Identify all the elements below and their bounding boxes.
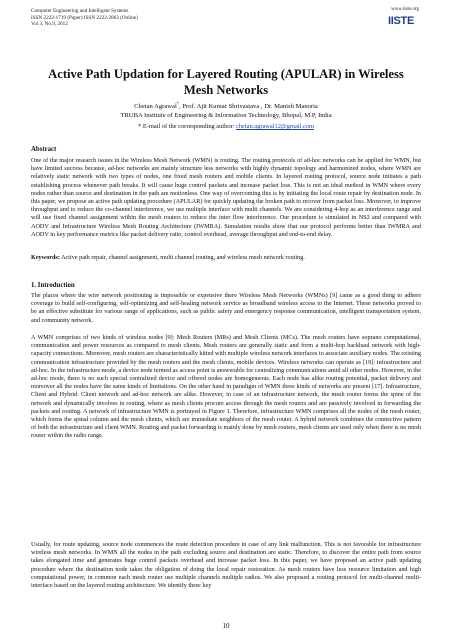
abstract-text: One of the major research issues in the Wireless Mesh Network (WMN) is routing. The routing protocols of ad-hoc networks can be applied for WMN, but have limited success because, ad-hoc networks are mainly structure less networks with highly dynamic topology and harmonized nodes, where WMN are relatively static network with two types of nodes, one fixed mesh routers and mobile clients. In layered routing protocol, source node initiates a path establishing process whenever path breaks. It will cause huge control packets and increase packet loss. This is not an ideal method in WMN where every nodes rather than source and destination in the path are motionless. One way of overcoming this is by initiating the local route repair by destination node. In this paper, we propose an active path updating procedure (APULAR) for quickly updating the broken path to recover from packet loss. Moreover, to improve throughput and to reduce the co-channel interference, we use multiple interface with multi channels. We are considering 4-hop as an interference range and will use fixed channel assignment within the mesh routers to reduce the inter flow interference. Our procedure is simulated in NS2 and compared with AODV and Infrastructure Wireless Mesh Routing Architecture (IWMRA). Simulation results show that our protocol performs better than IWMRA and AODV in key performance metrics like packet delivery ratio, control overhead, average throughput and end-to-end delay. (31, 157, 421, 238)
intro-paragraph-1: The places where the wire network positioning is impossible or expensive there Wireless Mesh Networks (WMNs) [9] came as a good thing to adhere coverage to build self-configuring, self-optimizing and self-healing network service as broadband wireless access to the Internet. These networks proved to be an effective substitute for various range of applications, such as public safety and emergency response communication, intelligent transportation system, and community network. (31, 292, 421, 324)
iiste-logo (388, 14, 416, 28)
journal-name: Computer Engineering and Intelligent Systems (31, 8, 129, 14)
intro-paragraph-2: A WMN comprises of two kinds of wireless nodes [9]: Mesh Routers (MRs) and Mesh Clients (MCs). The mesh routers have soprano computational, communication and power resources as compared to mesh clients. Mesh routers are generally static and form a multi-hop backhaul network with high-capacity connections. Moreover, mesh routers are characteristically kitted with multiple wireless network interfaces to associate auxiliary nodes. The existing communication infrastructure provided by the mesh routers and the mesh clients, mobile devices. Wireless networks can operate as [19]: infrastructure and ad-hoc. In the infrastructure mode, a device node termed as access point is answerable for centralizing communications amid all other nodes. However, in the ad-hoc mode, there is no such special centralized device and offered nodes are homogeneous. Each node has alike routing potential, packet delivery and moreover all the nodes have the same kinds of limitations. On the other hand in paradigm of WMN three kinds of networks are present [17]. Infrastructure, Client and Hybrid. Client network and ad-hoc network are alike. However, in case of an infrastructure network, the mesh router forms the spine of the network and dynamically involves in routing, where as mesh clients procure access through the mesh routers and are passively involved in forwarding the packets and routing. A network of infrastructure WMN is portrayed in Figure 1. Therefore, infrastructure WMN comprises all the nodes of the mesh router, which forms the spinal column and the mesh clients, which are immediate neighbors of the mesh router. A hybrid network combines the connective pattern of both the infrastructure and client WMN. Routing and packet forwarding is mainly done by mesh routers, mesh clients are used only when there is no mesh router within the radio range. (31, 334, 421, 440)
author-list (20, 99, 432, 111)
title-line-1: Active Path Updation for Layered Routing (APULAR) in Wireless (48, 67, 404, 81)
email-link[interactable]: chetan.agrawal12@gmail.com (236, 123, 314, 130)
keywords-label: Keywords: (31, 254, 60, 261)
keywords (31, 254, 421, 262)
introduction-heading: 1. Introduction (31, 282, 75, 289)
email-prefix: * E-mail of the corresponding author: (138, 123, 237, 130)
corresponding-email (20, 122, 432, 131)
affiliation: TRUBA Institute of Engineering & Information Technology, Bhopal, M.P, India (120, 112, 332, 119)
corresponding-mark: * (176, 101, 180, 106)
journal-volume: Vol 3, No.9, 2012 (31, 21, 68, 28)
intro-paragraph-3: Usually, for route updating, source node commences the route detection procedure in case of any link malfunction. This is not favorable for infrastructure wireless mesh networks. In WMN all the nodes in the path excluding source and destination are static. Therefore, to discover the entire path from source takes elongated time and generates huge control packets overhead and increase packet loss. In this paper, we have proposed an active path updating procedure where the destination node takes the obligation of doing the local repair restoration. As mesh routers have less resource limitation and high computational power, in common each mesh router use multiple channels multiple radios. We also proposed a routing protocol for multi-channel multi-interface based on the layered routing architecture. We identify three key (31, 541, 421, 590)
title-line-2: Mesh Networks (183, 83, 269, 97)
author-1: Chetan Agrawal (134, 103, 177, 111)
logo-text: IISTE (388, 15, 415, 27)
page-number: 10 (222, 622, 230, 630)
journal-issn: ISSN 2222-1719 (Paper) ISSN 2222-2863 (Online) (31, 14, 138, 21)
journal-website[interactable]: www.iiste.org (391, 7, 419, 12)
abstract-heading: Abstract (31, 146, 57, 153)
other-authors: , Prof. Ajit Kumar Shrivastava , Dr. Manish Manoria (179, 103, 318, 111)
keywords-text: Active path repair, channel assignment, multi channel routing, and wireless mesh network routing. (59, 254, 305, 261)
journal-header (31, 8, 138, 28)
paper-title (40, 66, 412, 98)
